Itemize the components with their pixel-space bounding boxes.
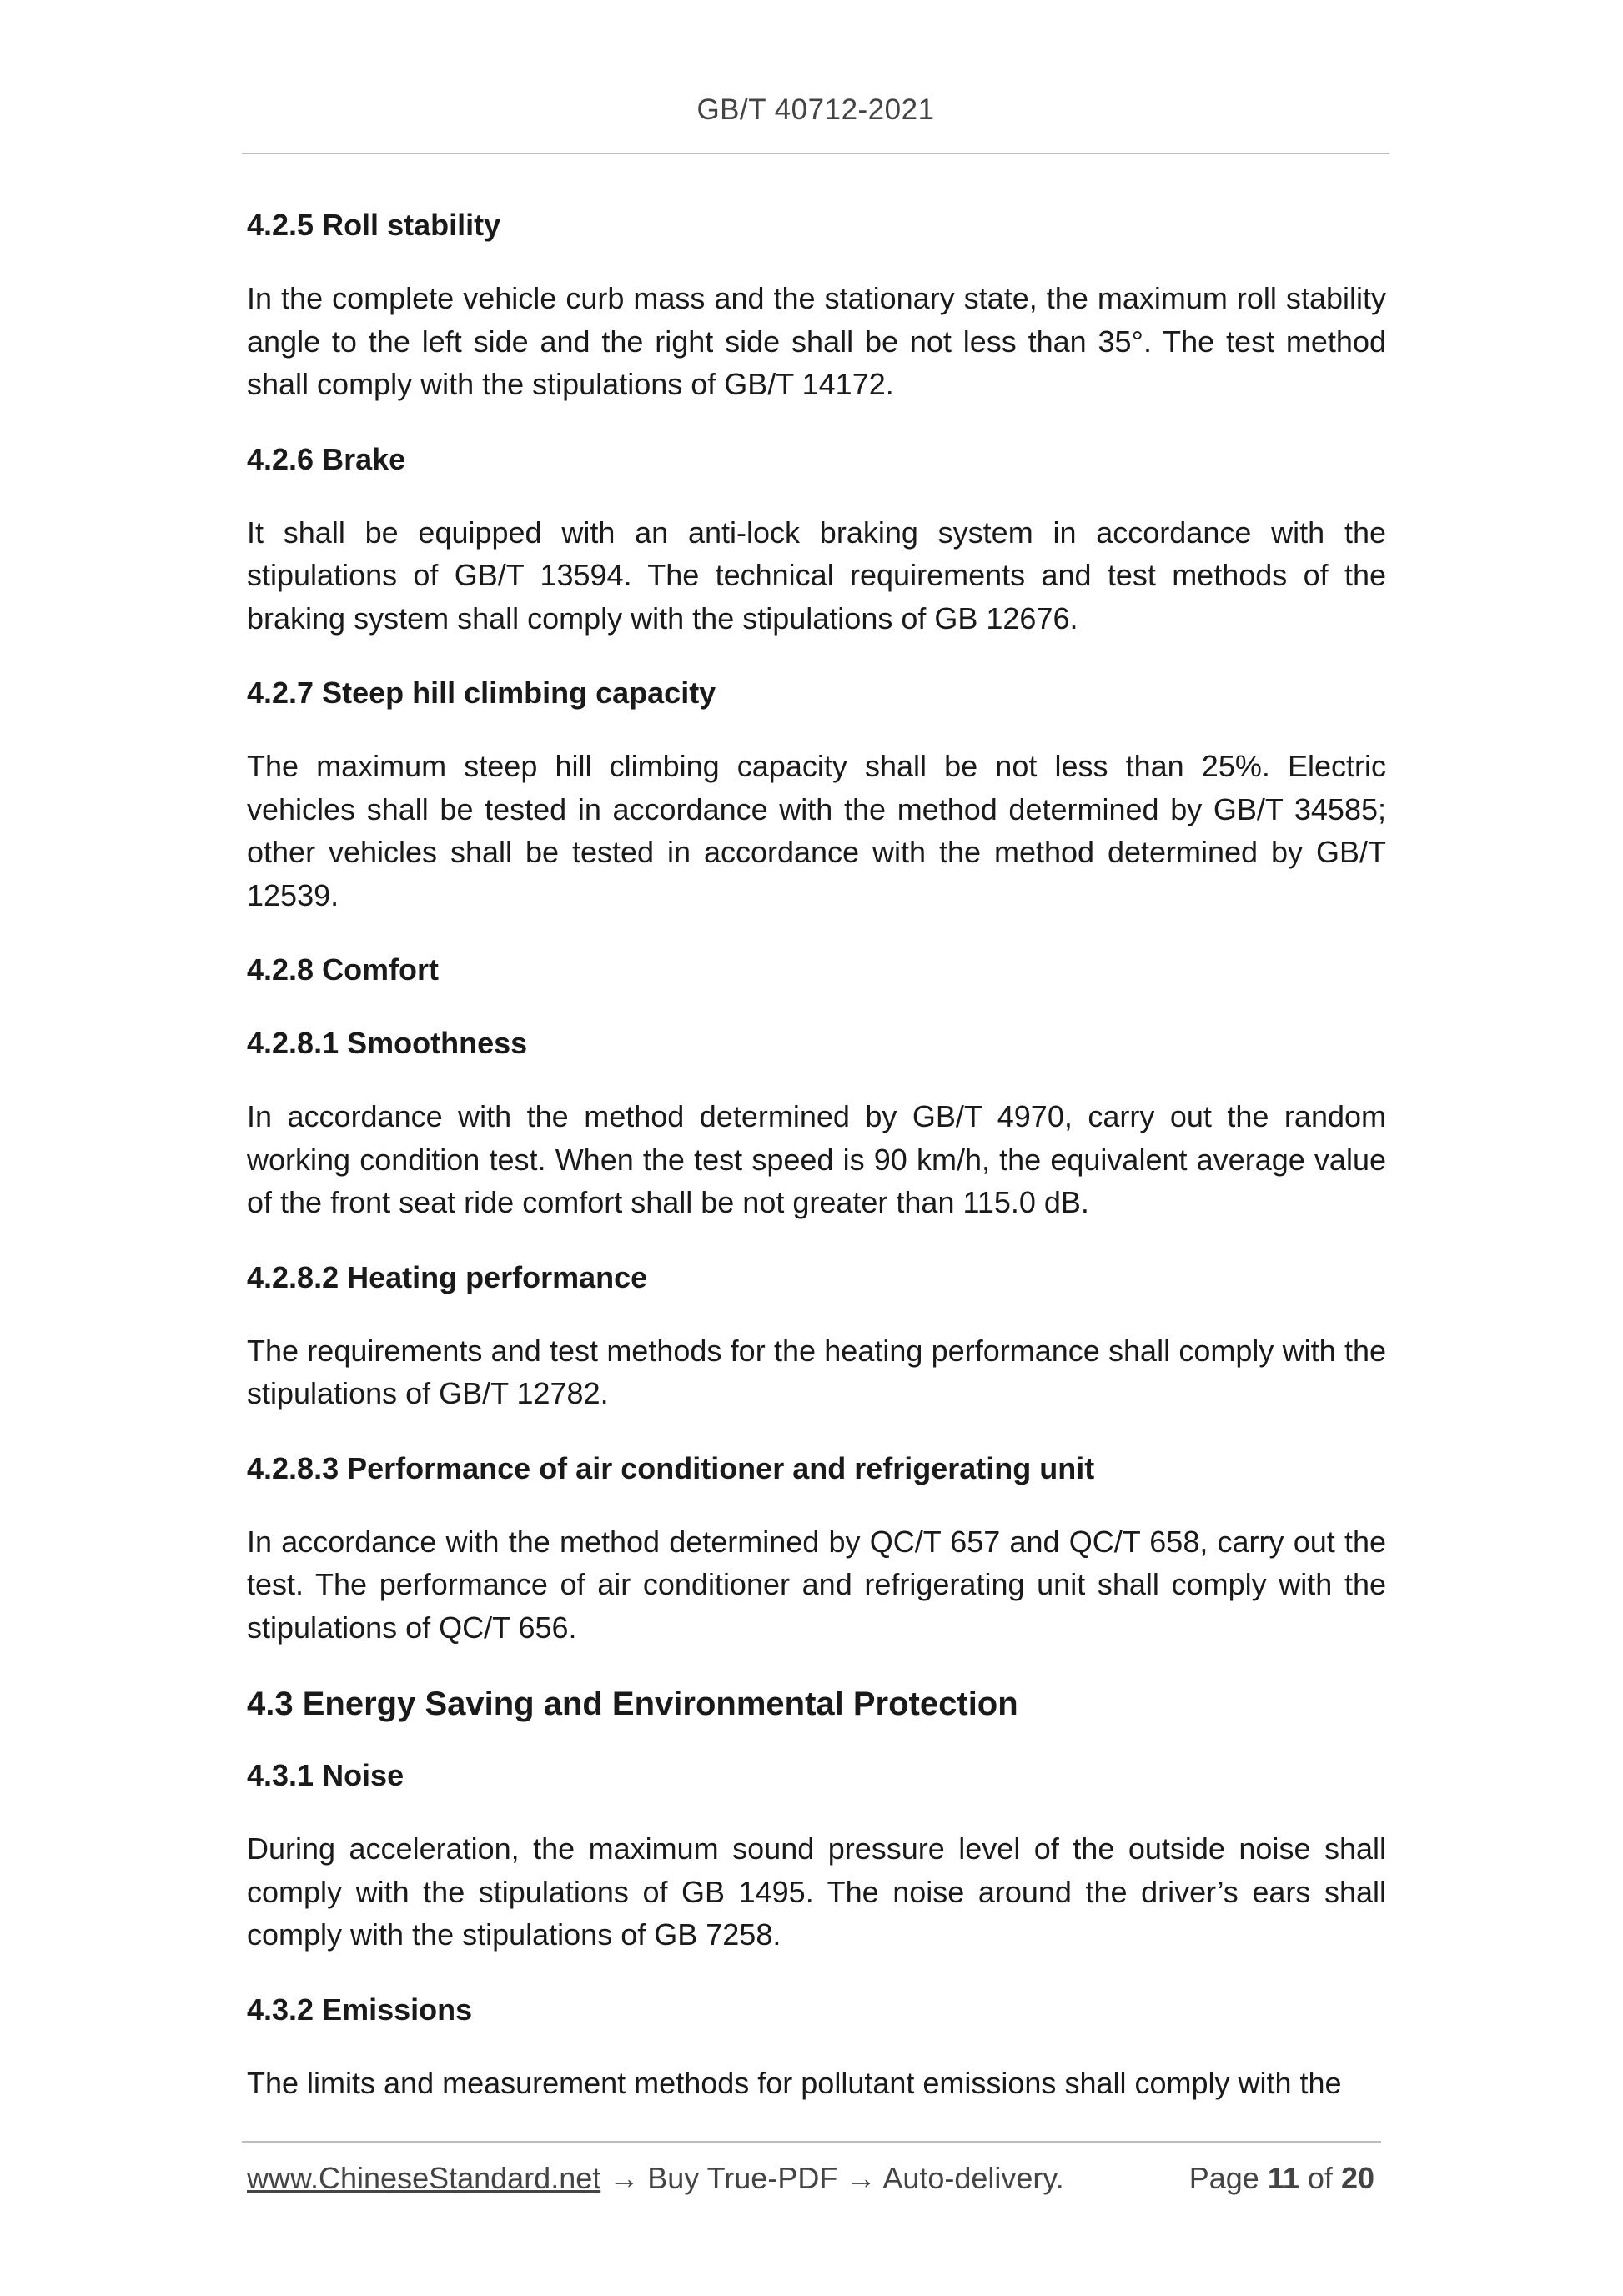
heading-4-2-6: 4.2.6 Brake bbox=[247, 441, 406, 476]
paragraph-air-conditioner: In accordance with the method determined by QC/T 657 and QC/T 658, carry out the test. The performance of air conditioner and refrigerating unit shall comply with the stipulations of QC/T 656. bbox=[247, 1524, 1386, 1645]
paragraph-brake: It shall be equipped with an anti-lock braking system in accordance with the stipulations of GB/T 13594. The technical requirements and test methods of the braking system shall comply with the stipulations of GB 12676. bbox=[247, 515, 1386, 636]
document-body bbox=[247, 203, 1386, 2136]
page-footer bbox=[247, 2161, 1381, 2203]
footer-promo-text: → Buy True-PDF → Auto-delivery. bbox=[600, 2161, 1064, 2195]
heading-4-2-8-2: 4.2.8.2 Heating performance bbox=[247, 1259, 648, 1294]
paragraph-roll-stability: In the complete vehicle curb mass and the stationary state, the maximum roll stability angle to the left side and the right side shall be not less than 35°. The test method shall comply with the stipulations of GB/T 14172. bbox=[247, 281, 1386, 401]
page-of-label: of bbox=[1307, 2161, 1333, 2195]
footer-divider bbox=[242, 2141, 1381, 2143]
paragraph-emissions: The limits and measurement methods for pollutant emissions shall comply with the bbox=[247, 2065, 1342, 2100]
heading-4-2-7: 4.2.7 Steep hill climbing capacity bbox=[247, 676, 716, 710]
heading-4-3-2: 4.3.2 Emissions bbox=[247, 1992, 473, 2027]
paragraph-smoothness: In accordance with the method determined by GB/T 4970, carry out the random working condition test. When the test speed is 90 km/h, the equivalent average value of the front seat ride comfort shall be not greater than 115.0 dB. bbox=[247, 1099, 1386, 1219]
website-link[interactable]: www.ChineseStandard.net bbox=[247, 2161, 601, 2195]
heading-4-3: 4.3 Energy Saving and Environmental Protection bbox=[247, 1686, 1018, 1722]
heading-4-2-8: 4.2.8 Comfort bbox=[247, 952, 440, 987]
heading-4-2-8-3: 4.2.8.3 Performance of air conditioner and refrigerating unit bbox=[247, 1450, 1095, 1485]
paragraph-heating: The requirements and test methods for the heating performance shall comply with the stipulations of GB/T 12782. bbox=[247, 1333, 1386, 1410]
page-counter bbox=[1189, 2161, 1374, 2196]
paragraph-noise: During acceleration, the maximum sound pressure level of the outside noise shall comply with the stipulations of GB 1495. The noise around the driver’s ears shall comply with the stipulations of GB 7258. bbox=[247, 1831, 1386, 1952]
heading-4-2-8-1: 4.2.8.1 Smoothness bbox=[247, 1026, 528, 1060]
total-page-number: 20 bbox=[1340, 2161, 1374, 2195]
header-divider bbox=[242, 153, 1389, 154]
current-page-number: 11 bbox=[1267, 2161, 1299, 2195]
paragraph-hill-climbing: The maximum steep hill climbing capacity shall be not less than 25%. Electric vehicles shall be tested in accordance with the method determined by GB/T 34585; other vehicles shall be tested in accordance with the method determined by GB/T 12539. bbox=[247, 749, 1386, 912]
footer-promo bbox=[247, 2161, 1064, 2196]
heading-4-2-5: 4.2.5 Roll stability bbox=[247, 208, 501, 242]
page-header: GB/T 40712-2021 bbox=[696, 93, 935, 126]
page-label: Page bbox=[1188, 2161, 1259, 2195]
heading-4-3-1: 4.3.1 Noise bbox=[247, 1758, 404, 1792]
